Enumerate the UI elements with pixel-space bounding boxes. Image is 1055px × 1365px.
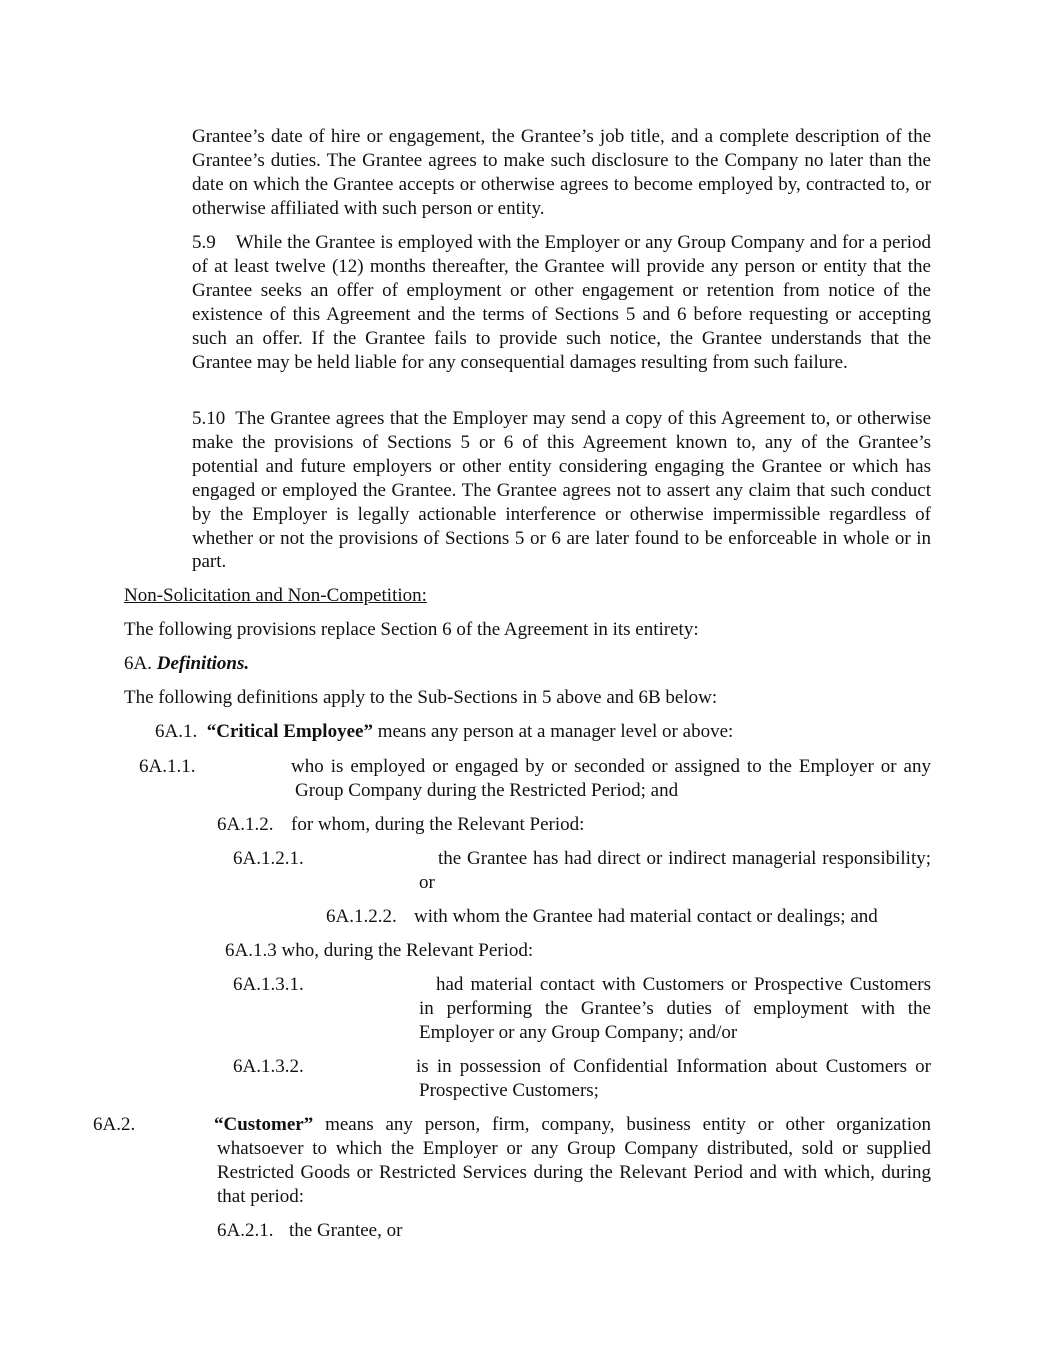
section-number: 6A.2.1.	[217, 1220, 274, 1241]
section-number: 6A.1.3.2.	[233, 1056, 304, 1077]
replace-line	[124, 618, 931, 642]
section-6A-2	[93, 1113, 931, 1209]
heading-non-solicitation	[124, 584, 931, 608]
section-6A-1-3	[225, 939, 931, 963]
section-6A-1-3-1	[233, 973, 931, 1045]
section-5-9	[192, 231, 931, 374]
section-6A-1-3-2	[233, 1055, 931, 1103]
section-number: 6A.1.1.	[139, 756, 196, 777]
continuation-paragraph	[192, 125, 931, 221]
section-number: 6A.1.	[155, 721, 198, 742]
section-text: for whom, during the Relevant Period:	[291, 814, 585, 835]
section-text: had material contact with Customers or Prospective Customers in performing the Grantee’s duties of employment with the Employer or any Group Company; and/or	[419, 974, 931, 1043]
section-number: 6A.1.3	[225, 940, 277, 961]
defined-term: “Customer”	[214, 1114, 314, 1135]
section-text: means any person at a manager level or above:	[372, 721, 734, 742]
section-text: While the Grantee is employed with the Employer or any Group Company and for a period of at least twelve (12) months thereafter, the Grantee will provide any person or entity that the Grantee seeks an offer of employment or other engagement or retention from notice of the existence of this Agreement and the terms of Sections 5 and 6 before requesting or accepting such an offer. If the Grantee fails to provide such notice, the Grantee understands that the Grantee may be held liable for any consequential damages resulting from such failure.	[192, 232, 931, 373]
heading-text: Non-Solicitation and Non-Competition:	[124, 585, 427, 606]
section-6A-1-2-1	[233, 847, 931, 895]
replace-text: The following provisions replace Section 6 of the Agreement in its entirety:	[124, 619, 699, 640]
section-text: is in possession of Confidential Information about Customers or Prospective Customers;	[416, 1056, 931, 1101]
section-text: The Grantee agrees that the Employer may send a copy of this Agreement to, or otherwise make the provisions of Sections 5 or 6 of this Agreement known to, any of the Grantee’s potential and future employers or other entity considering engaging the Grantee or which has engaged or employed the Grantee. The Grantee agrees not to assert any claim that such conduct by the Employer is legally actionable interference or otherwise impermissible regardless of whether or not the provisions of Sections 5 or 6 are later found to be enforceable in whole or in part.	[192, 408, 931, 573]
definitions-intro	[124, 686, 931, 710]
section-text: the Grantee has had direct or indirect managerial responsibility; or	[419, 848, 931, 893]
section-text: with whom the Grantee had material contact or dealings; and	[414, 906, 878, 927]
section-number: 5.9	[192, 232, 216, 253]
section-number: 6A.1.2.2.	[326, 906, 397, 927]
section-number: 6A.1.2.	[217, 814, 274, 835]
intro-text: The following definitions apply to the Sub-Sections in 5 above and 6B below:	[124, 687, 718, 708]
section-number: 6A.1.2.1.	[233, 848, 304, 869]
section-text: who is employed or engaged by or seconded or assigned to the Employer or any Group Company during the Restricted Period; and	[291, 756, 931, 801]
section-number: 6A.1.3.1.	[233, 974, 304, 995]
section-text: means any person, firm, company, business entity or other organization whatsoever to which the Employer or any Group Company distributed, sold or supplied Restricted Goods or Restricted Services during the Relevant Period and with which, during that period:	[217, 1114, 931, 1207]
section-text: who, during the Relevant Period:	[281, 940, 534, 961]
section-text: the Grantee, or	[289, 1220, 403, 1241]
section-title: Definitions.	[156, 653, 250, 674]
section-6A-1-1	[139, 755, 931, 803]
section-6A-heading	[124, 652, 931, 676]
section-5-10	[192, 407, 931, 574]
section-6A-1-2	[217, 813, 931, 837]
section-6A-2-1	[217, 1219, 931, 1243]
section-number: 6A.	[124, 653, 152, 674]
continuation-text: Grantee’s date of hire or engagement, the Grantee’s job title, and a complete description of the Grantee’s duties. The Grantee agrees to make such disclosure to the Company no later than the date on which the Grantee accepts or otherwise agrees to become employed by, contracted to, or otherwise affiliated with such person or entity.	[192, 126, 931, 219]
section-number: 5.10	[192, 408, 226, 429]
section-6A-1-2-2	[326, 905, 931, 929]
section-6A-1	[155, 720, 931, 744]
section-number: 6A.2.	[93, 1114, 136, 1135]
defined-term: “Critical Employee”	[206, 721, 373, 742]
